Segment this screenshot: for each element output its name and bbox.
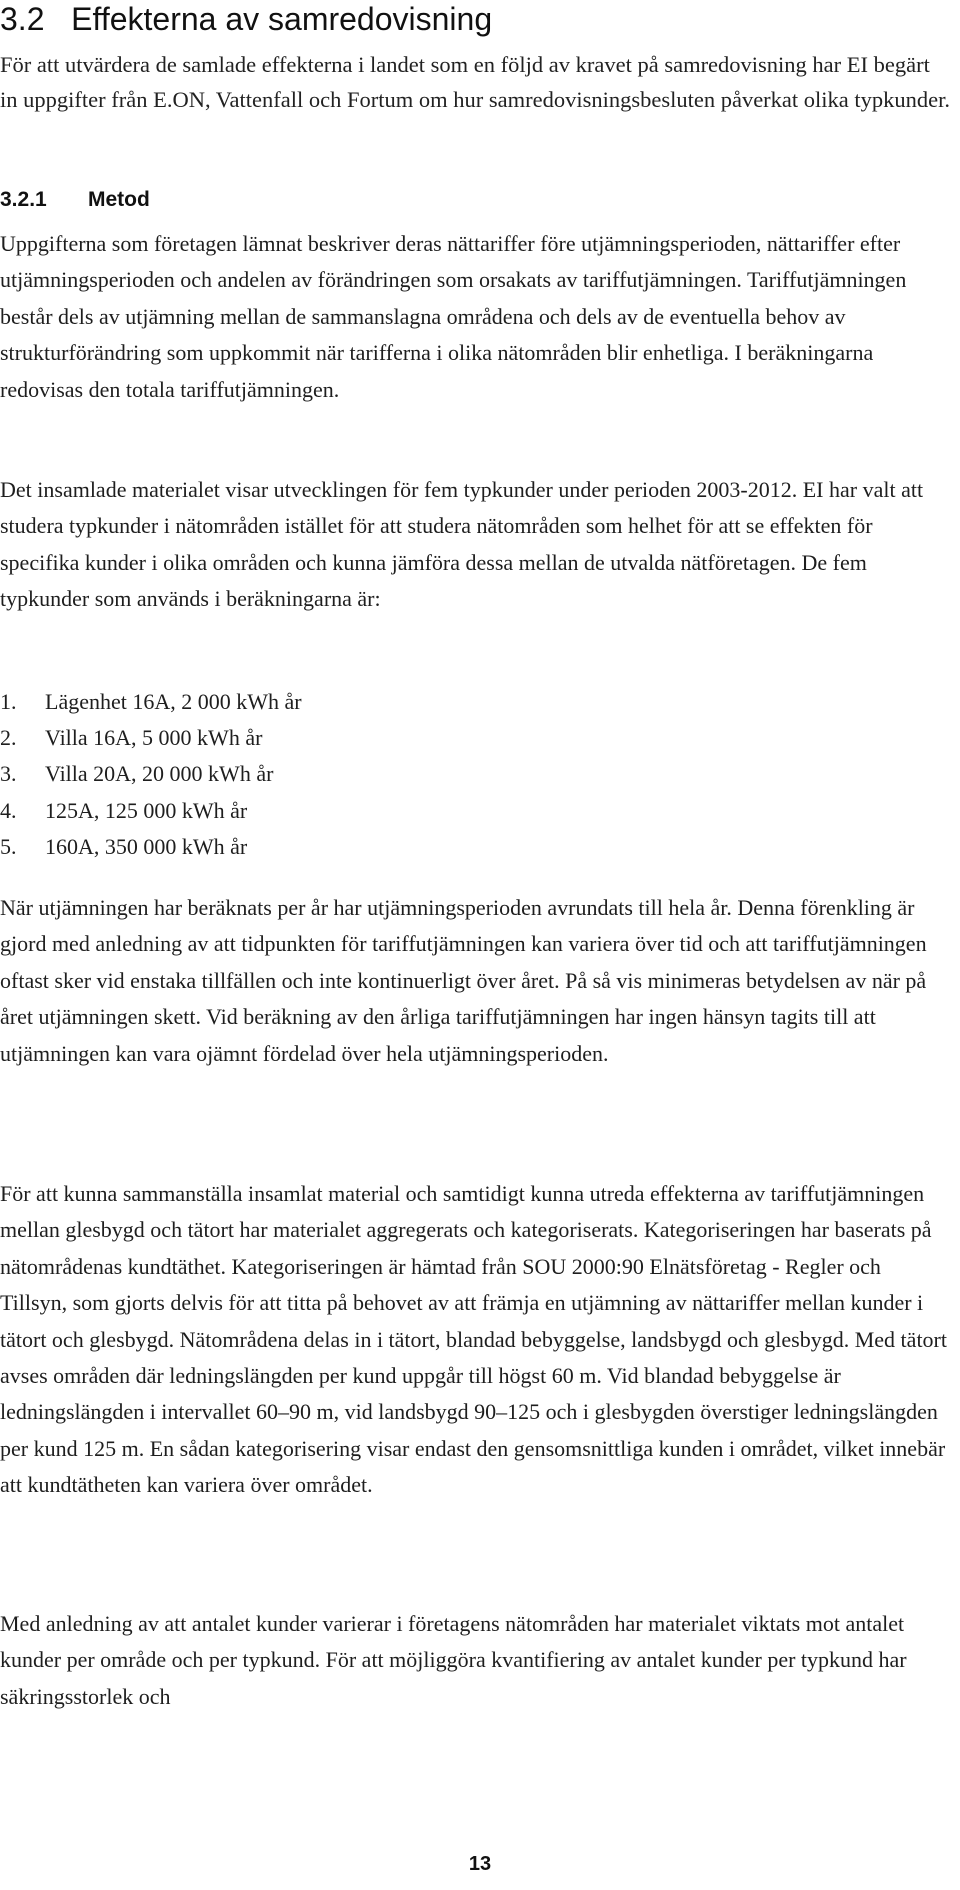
section-title: Effekterna av samredovisning bbox=[71, 1, 493, 37]
list-item: 1. Lägenhet 16A, 2 000 kWh år bbox=[0, 689, 302, 714]
paragraph-categorization: För att kunna sammanställa insamlat material och samtidigt kunna utreda effekterna av tariffutjämningen mellan glesbygd och tätort har materialet aggregerats och kategoriserats. Kategoriseringen har baserats på nätområdenas kundtäthet. Kategoriseringen är hämtad från SOU 2000:90 Elnätsföretag - Regler och Tillsyn, som gjorts delvis för att titta på behovet av att främja en utjämning av nättariffer mellan kunder i tätort och glesbygd. Nätområdena delas in i tätort, blandad bebyggelse, landsbygd och glesbygd. Med tätort avses områden där ledningslängden per kund uppgår till högst 60 m. Vid blandad bebyggelse är ledningslängden i intervallet 60–90 m, vid landsbygd 90–125 och i glesbygden överstiger ledningslängden per kund 125 m. En sådan kategorisering visar endast den gensomsnittliga kunden i området, vilket innebär att kundtätheten kan variera över området. bbox=[0, 1181, 947, 1498]
section-intro: För att utvärdera de samlade effekterna i landet som en följd av kravet på samredovisning har EI begärt in uppgifter från E.ON, Vattenfall och Fortum om hur samredovisningsbesluten påverkat olika typkunder. bbox=[0, 52, 951, 112]
customer-type-list bbox=[0, 684, 302, 865]
list-item: 3. Villa 20A, 20 000 kWh år bbox=[0, 761, 274, 787]
list-item: 2. Villa 16A, 5 000 kWh år bbox=[0, 725, 263, 751]
subsection-number: 3.2.1 bbox=[0, 188, 47, 211]
paragraph-weighting: Med anledning av att antalet kunder varierar i företagens nätområden har materialet viktats mot antalet kunder per område och per typkund. För att möjliggöra kvantifiering av antalet kunder per typkund har säkringsstorlek och bbox=[0, 1611, 907, 1709]
paragraph-method: Uppgifterna som företagen lämnat beskriver deras nättariffer före utjämningsperioden, nättariffer efter utjämningsperioden och andelen av förändringen som orsakats av tariffutjämningen. Tariffutjämningen består dels av utjämning mellan de sammanslagna områdena och dels av de eventuella behov av strukturförändring som uppkommit när tarifferna i olika nätområden blir enhetliga. I beräkningarna redovisas den totala tariffutjämningen. bbox=[0, 231, 907, 402]
paragraph-rounding: När utjämningen har beräknats per år har utjämningsperioden avrundats till hela år. Denna förenkling är gjord med anledning av att tidpunkten för tariffutjämningen kan variera över tid och att tariffutjämningen oftast sker vid enstaka tillfällen och inte kontinuerligt över året. På så vis minimeras betydelsen av när på året utjämningen skett. Vid beräkning av den årliga tariffutjämningen har ingen hänsyn tagits till att utjämningen kan vara ojämnt fördelad över hela utjämningsperioden. bbox=[0, 895, 927, 1066]
section-heading bbox=[0, 0, 492, 38]
paragraph-customer-types: Det insamlade materialet visar utvecklingen för fem typkunder under perioden 2003-2012. EI har valt att studera typkunder i nätområden istället för att studera nätområden som helhet för att se effekten för specifika kunder i olika områden och kunna jämföra dessa mellan de utvalda nätföretagen. De fem typkunder som används i beräkningarna är: bbox=[0, 477, 924, 612]
section-number: 3.2 bbox=[0, 1, 45, 37]
list-item: 5. 160A, 350 000 kWh år bbox=[0, 833, 248, 859]
subsection-title: Metod bbox=[88, 188, 150, 211]
list-item: 4. 125A, 125 000 kWh år bbox=[0, 797, 248, 823]
page-number: 13 bbox=[468, 1853, 492, 1875]
subsection-heading bbox=[0, 186, 150, 214]
